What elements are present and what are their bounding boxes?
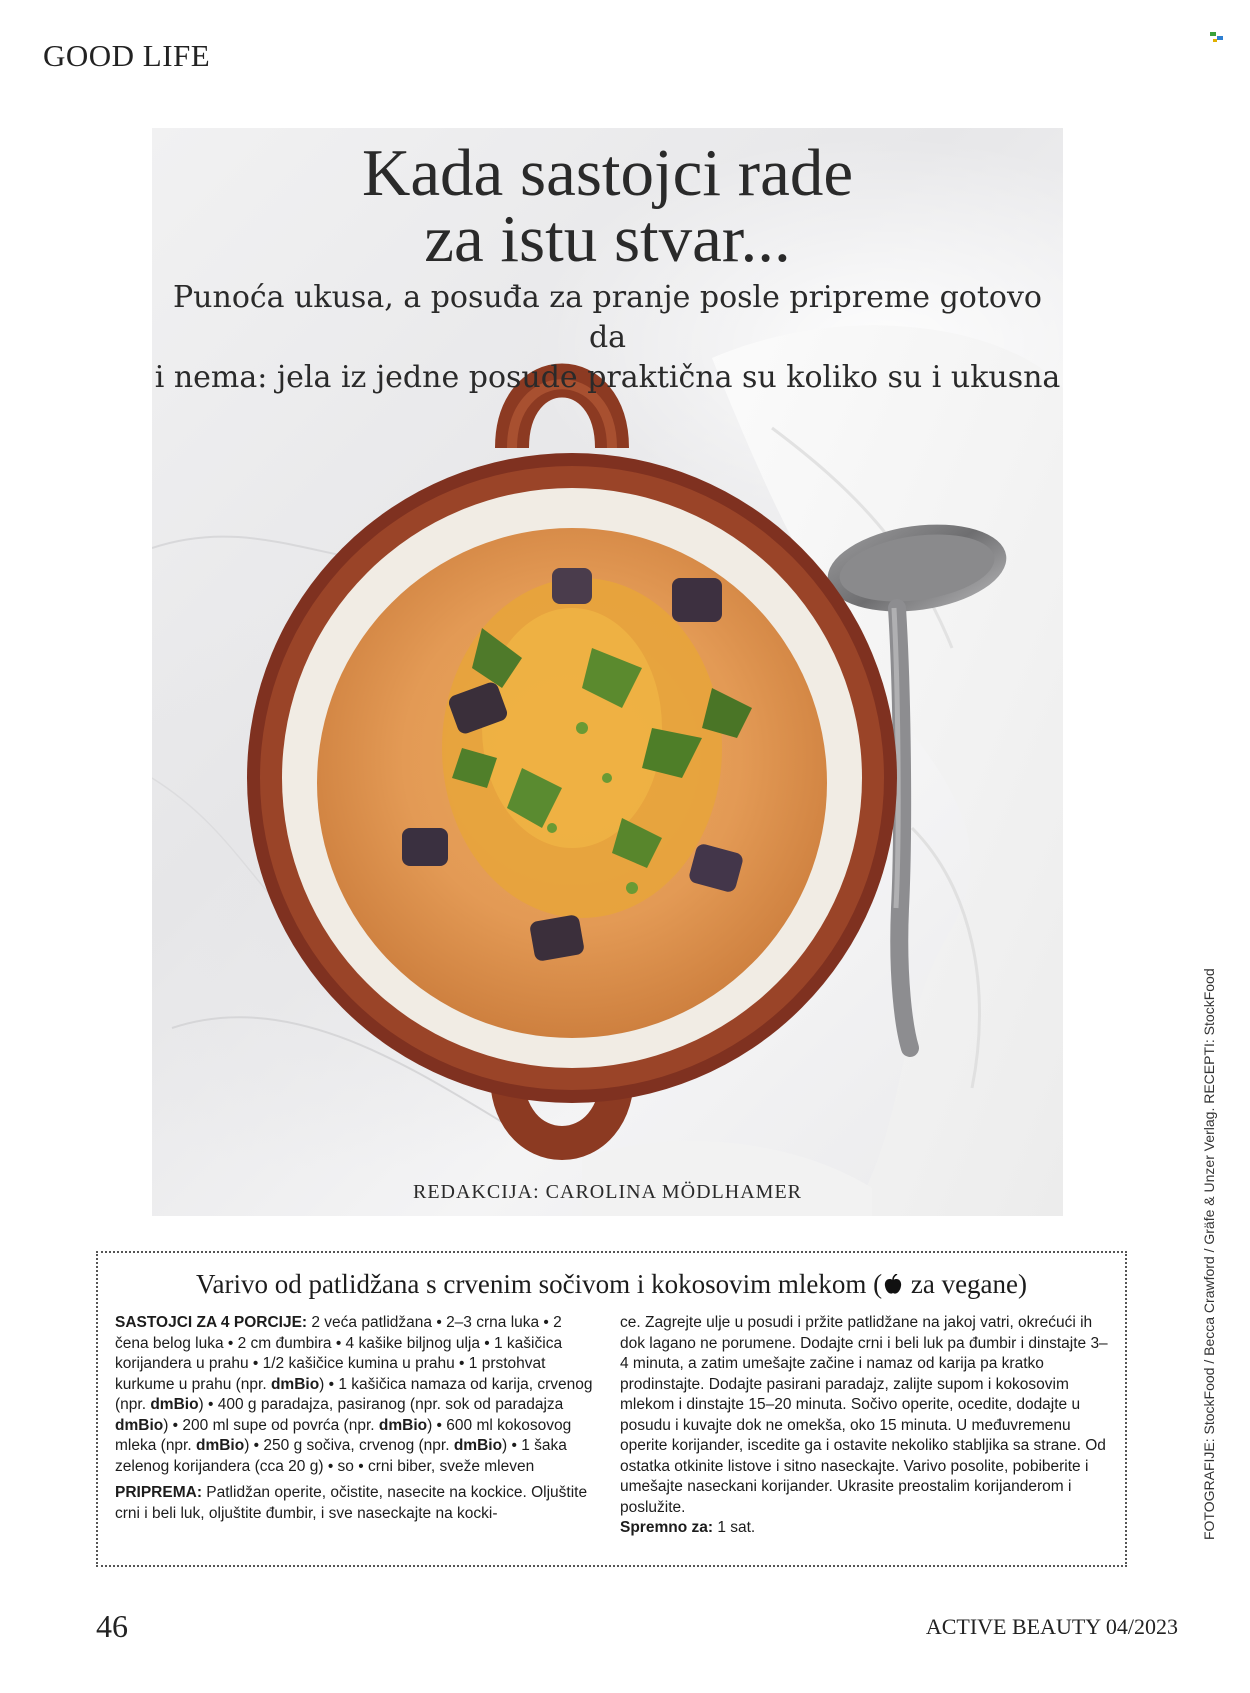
recipe-column-right [620, 1313, 1108, 1539]
hero-photo [152, 128, 1063, 1216]
headline-line-1: Kada sastojci rade [361, 136, 854, 210]
recipe-title [98, 1269, 1125, 1300]
page-number: 46 [96, 1608, 128, 1644]
editor-credit: REDAKCIJA: CAROLINA MÖDLHAMER [412, 1181, 802, 1203]
apple-icon [884, 1274, 902, 1296]
ingredients-text: ) • 200 ml supe od povrća (npr. [163, 1416, 379, 1434]
headline-line-2: za istu stvar... [424, 202, 791, 276]
preparation-continued: ce. Zagrejte ulje u posudi i pržite patlidžane na jakoj vatri, okrećući ih dok lagano ne porumene. Dodajte crni i beli luk pa đumbir i dinstajte 3–4 minuta, a zatim umešajte začine i namaz od karija pa kratko prodinstajte. Dodajte pasirani paradajz, zalijte supom i kokosovim mlekom i dinstajte 15–20 minuta. Sočivo operite, ocedite, dodajte u posudu i kuvajte dok ne omekša, oko 15 minuta. U međuvremenu operite korijander, iscedite ga i ostavite nekoliko stabljika sa strane. Od ostatka otkinite listove i sitno naseckajte. Varivo posolite, pobiberite i umešajte naseckani korijander. Ukrasite preostalim korijanderom i poslužite. [620, 1314, 1108, 1516]
ingredients-heading: SASTOJCI ZA 4 PORCIJE: [115, 1314, 308, 1331]
recipe-column-left [115, 1313, 593, 1524]
brand-label: dmBio [378, 1416, 428, 1434]
preparation-paragraph [115, 1483, 593, 1524]
recipe-title-text: Varivo od patlidžana s crvenim sočivom i kokosovim mlekom ( [195, 1269, 883, 1299]
brand-label: dmBio [195, 1437, 245, 1454]
ingredients-text: 2 veća patlidžana • 2–3 crna luka • 2 čena belog luka • 2 cm đumbira • 4 kašike biljnog ulja • 1 kašičica korijandera u prahu • 1/2 kašičice kumina u prahu • 1 prstohvat kurkume u prahu (npr. [115, 1314, 563, 1393]
preparation-text: Patlidžan operite, očistite, nasecite na kockice. Oljuštite crni i beli luk, oljuštite đumbir, i sve naseckajte na kocki- [115, 1484, 588, 1522]
dek-line-1: Punoća ukusa, a posuđa za pranje posle pripreme gotovo da [172, 280, 1042, 355]
magazine-issue: ACTIVE BEAUTY 04/2023 [925, 1614, 1178, 1639]
brand-label: dmBio [270, 1375, 320, 1393]
ready-label: Spremno za: [620, 1519, 714, 1536]
preparation-heading: PRIPREMA: [115, 1484, 202, 1501]
ingredients-text: ) • 400 g paradajza, pasiranog (npr. sok od paradajza [198, 1396, 564, 1413]
dek-line-2: i nema: jela iz jedne posude praktična su koliko su i ukusna [154, 360, 1061, 395]
ingredients-text: ) • 600 ml kokosovog mleka (npr. [115, 1416, 572, 1454]
section-label: GOOD LIFE [43, 38, 211, 73]
ingredients-text: ) • 250 g sočiva, crvenog (npr. [244, 1437, 454, 1454]
ingredients-paragraph [115, 1313, 593, 1477]
dek [152, 278, 1063, 398]
ready-value: 1 sat. [713, 1519, 756, 1536]
brand-label: dmBio [453, 1437, 503, 1454]
vegan-label: za vegane) [910, 1269, 1028, 1299]
brand-label: dmBio [150, 1396, 199, 1413]
recipe-box [96, 1251, 1127, 1567]
photo-credit: FOTOGRAFIJE: StockFood / Becca Crawford / Gräfe & Unzer Verlag. RECEPTI: StockFood [1201, 968, 1217, 1540]
headline [152, 136, 1063, 276]
brand-label: dmBio [115, 1416, 164, 1434]
ingredients-text: ) • 1 šaka zelenog korijandera (cca 20 g) • so • crni biber, sveže mleven [115, 1437, 567, 1475]
corner-mark-icon [1210, 30, 1226, 44]
ingredients-text: ) • 1 kašičica namaza od karija, crvenog (npr. [115, 1375, 593, 1413]
ready-time [620, 1518, 1108, 1539]
